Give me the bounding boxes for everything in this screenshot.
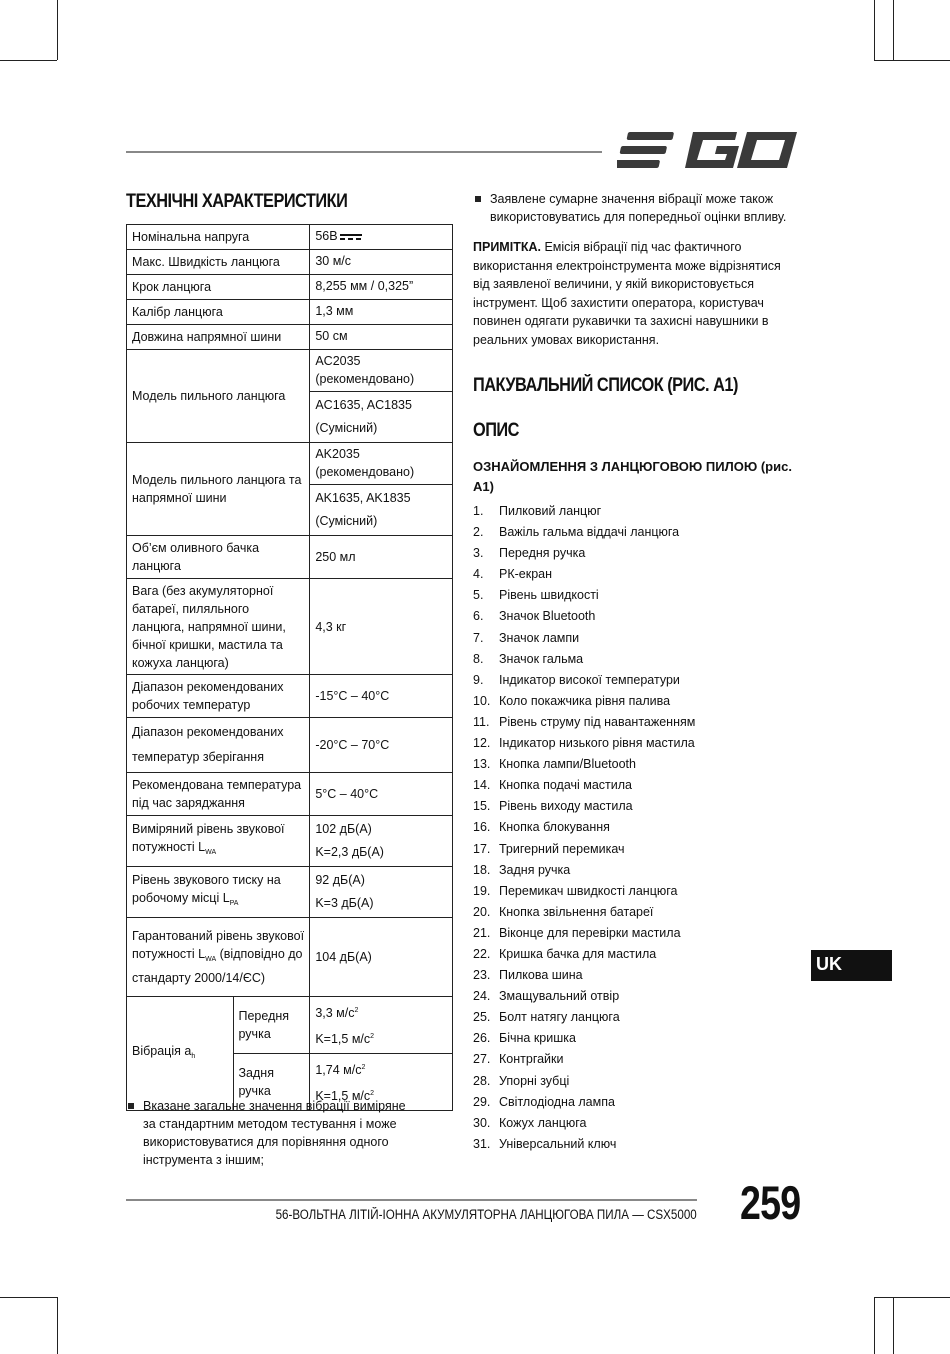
dc-current-icon: [340, 233, 362, 241]
spec-value: AC2035 (рекомендовано): [310, 350, 453, 392]
spec-value: 250 мл: [310, 536, 453, 579]
list-item-number: 19.: [473, 883, 491, 898]
spec-value: 50 см: [310, 325, 453, 350]
page-number: 259: [740, 1176, 801, 1229]
list-item-label: Рівень струму під навантаженням: [499, 714, 696, 729]
list-item-number: 7.: [473, 630, 484, 645]
list-item-label: Рівень виходу мастила: [499, 799, 633, 814]
spec-label: Рівень звукового тиску на робочому місці $L_{PA}$: [127, 867, 310, 918]
list-item-label: Кришка бачка для мастила: [499, 946, 657, 961]
spec-value: 3,3 $м/с^2$ K=1,5 $м/с^2$: [310, 997, 453, 1054]
spec-label: Діапазон рекомендованих робочих температур: [127, 675, 310, 718]
spec-label: Виміряний рівень звукової потужності $L_{WA}$: [127, 816, 310, 867]
spec-sublabel: Задня ручка: [233, 1054, 310, 1111]
table-row: [127, 816, 453, 867]
table-row: [127, 867, 453, 918]
list-item-number: 13.: [473, 757, 491, 772]
list-item-number: 15.: [473, 799, 491, 814]
table-row: [127, 300, 453, 325]
spec-value: 1,74 $м/с^2$ K=1,5 $м/с^2$: [310, 1054, 453, 1111]
table-row: [127, 275, 453, 300]
list-item-label: Тригерний перемикач: [499, 841, 625, 856]
spec-value: -15°C – 40°C: [310, 675, 453, 718]
table-row: [127, 350, 453, 392]
list-item-label: Перемикач швидкості ланцюга: [499, 883, 678, 898]
note-paragraph: [473, 238, 793, 349]
spec-value: 102 дБ(A) K=2,3 дБ(A): [310, 816, 453, 867]
crop-mark: [0, 60, 57, 61]
list-item-number: 30.: [473, 1115, 491, 1130]
spec-label: Діапазон рекомендованих температур зберігання: [127, 718, 310, 773]
table-row: [127, 443, 453, 485]
list-item-number: 8.: [473, 651, 484, 666]
list-item-label: Кнопка блокування: [499, 820, 610, 835]
list-item-number: 27.: [473, 1052, 491, 1067]
list-item-label: Контргайки: [499, 1052, 564, 1067]
spec-label: Об’єм оливного бачка ланцюга: [127, 536, 310, 579]
list-item-label: Значок лампи: [499, 630, 580, 645]
list-item-label: Світлодіодна лампа: [499, 1094, 615, 1109]
list-item-label: Індикатор низького рівня мастила: [499, 736, 695, 751]
list-item-label: Задня ручка: [499, 862, 571, 877]
spec-value: 8,255 мм / 0,325”: [310, 275, 453, 300]
crop-mark: [874, 1297, 875, 1354]
list-item-number: 10.: [473, 693, 491, 708]
spec-value: AK2035 (рекомендовано): [310, 443, 453, 485]
list-item-label: Рівень швидкості: [499, 588, 599, 603]
table-row: [127, 718, 453, 773]
spec-value: 5°C – 40°C: [310, 773, 453, 816]
spec-label: Калібр ланцюга: [127, 300, 310, 325]
list-item-number: 31.: [473, 1136, 491, 1151]
spec-value: 30 м/с: [310, 250, 453, 275]
spec-label: Номінальна напруга: [127, 225, 310, 250]
footer-title: 56-ВОЛЬТНА ЛІТІЙ-ІОННА АКУМУЛЯТОРНА ЛАНЦЮГОВА ПИЛА — CSX5000: [275, 1207, 697, 1222]
bullet-square-icon: [128, 1103, 134, 1109]
list-item-label: Універсальний ключ: [499, 1136, 617, 1151]
list-item-number: 25.: [473, 1010, 491, 1025]
spec-value: 56B: [310, 225, 453, 250]
list-item-number: 17.: [473, 841, 491, 856]
table-row: [127, 579, 453, 675]
list-item-label: Значок гальма: [499, 651, 584, 666]
list-item-number: 4.: [473, 567, 484, 582]
note-label: ПРИМІТКА.: [473, 240, 541, 254]
list-item-label: Бічна кришка: [499, 1031, 576, 1046]
spec-value: AC1635, AC1835 (Сумісний): [310, 392, 453, 443]
description-title: ОПИС: [473, 420, 519, 441]
list-item-number: 12.: [473, 736, 491, 751]
spec-title: ТЕХНІЧНІ ХАРАКТЕРИСТИКИ: [126, 191, 348, 212]
spec-label: Модель пильного ланцюга та напрямної шини: [127, 443, 310, 536]
list-item-number: 16.: [473, 820, 491, 835]
spec-value: 4,3 кг: [310, 579, 453, 675]
list-item-label: Пилковий ланцюг: [499, 504, 602, 518]
list-item-number: 29.: [473, 1094, 491, 1109]
list-item-number: 1.: [473, 504, 484, 518]
list-item-number: 26.: [473, 1031, 491, 1046]
list-item-label: Важіль гальма віддачі ланцюга: [499, 525, 680, 540]
spec-label: Гарантований рівень звукової потужності $L_{WA}$ (відповідно до стандарту 2000/14/ЄС): [127, 918, 310, 997]
language-tab-label: UK: [816, 954, 842, 974]
list-item-number: 14.: [473, 778, 491, 793]
intro-heading: ОЗНАЙОМЛЕННЯ З ЛАНЦЮГОВОЮ ПИЛОЮ (рис. A1): [473, 459, 792, 494]
list-item-label: РК-екран: [499, 567, 553, 582]
spec-table: [126, 224, 453, 1111]
list-item-label: Кнопка подачі мастила: [499, 778, 633, 793]
spec-label: Довжина напрямної шини: [127, 325, 310, 350]
spec-label: Вібрація $a_h$: [127, 997, 234, 1111]
list-item-label: Значок Bluetooth: [499, 609, 596, 624]
crop-mark: [893, 0, 894, 60]
list-item-number: 23.: [473, 968, 491, 983]
spec-value: 92 дБ(A) K=3 дБ(A): [310, 867, 453, 918]
spec-label: Макс. Швидкість ланцюга: [127, 250, 310, 275]
list-item-number: 6.: [473, 609, 484, 624]
list-item-label: Віконце для перевірки мастила: [499, 925, 681, 940]
language-tab: [811, 950, 892, 981]
list-item-label: Індикатор високої температури: [499, 672, 680, 687]
spec-value: 104 дБ(A): [310, 918, 453, 997]
crop-mark: [874, 0, 875, 60]
list-item-number: 2.: [473, 525, 484, 540]
table-row: [127, 675, 453, 718]
spec-value: -20°C – 70°C: [310, 718, 453, 773]
table-row: [127, 325, 453, 350]
list-item-label: Болт натягу ланцюга: [499, 1010, 620, 1025]
spec-label: Модель пильного ланцюга: [127, 350, 310, 443]
list-item-label: Кожух ланцюга: [499, 1115, 587, 1130]
ego-logo: [617, 128, 799, 172]
list-item-label: Коло покажчика рівня палива: [499, 693, 671, 708]
list-item-number: 9.: [473, 672, 484, 687]
table-row: [127, 250, 453, 275]
note-text: Емісія вібрації під час фактичного використання електроінструмента може відрізнятися від заявленої величини, у якій використовується інструмент. Щоб захистити оператора, користувач повинен одягати рукавички та захисні навушники в реальних умовах використання.: [473, 240, 781, 347]
spec-sublabel: Передня ручка: [233, 997, 310, 1054]
crop-mark: [874, 60, 950, 61]
table-row: [127, 225, 453, 250]
spec-label: Рекомендована температура під час заряджання: [127, 773, 310, 816]
list-item-number: 3.: [473, 546, 484, 561]
list-item-number: 22.: [473, 946, 491, 961]
footer-rule: [126, 1199, 697, 1201]
list-item-number: 21.: [473, 925, 491, 940]
list-item-label: Передня ручка: [499, 546, 586, 561]
spec-label: Вага (без акумуляторної батареї, пиляльного ланцюга, напрямної шини, бічної кришки, мастила та кожуха ланцюга): [127, 579, 310, 675]
table-row: [127, 918, 453, 997]
header-rule: [126, 151, 602, 153]
table-row: [127, 536, 453, 579]
spec-label: Крок ланцюга: [127, 275, 310, 300]
list-item-label: Кнопка звільнення батареї: [499, 904, 654, 919]
packing-title: ПАКУВАЛЬНИЙ СПИСОК (РИС. A1): [473, 375, 738, 396]
crop-mark: [874, 1297, 950, 1298]
table-row: [127, 773, 453, 816]
table-row: [127, 997, 453, 1054]
list-item-label: Змащувальний отвір: [499, 989, 620, 1004]
list-item-number: 18.: [473, 862, 491, 877]
crop-mark: [0, 1297, 57, 1298]
list-item-number: 5.: [473, 588, 484, 603]
list-item-number: 11.: [473, 714, 490, 729]
crop-mark: [57, 1297, 58, 1354]
spec-value: 1,3 мм: [310, 300, 453, 325]
crop-mark: [57, 0, 58, 60]
list-item-label: Пилкова шина: [499, 968, 583, 983]
list-item-number: 28.: [473, 1073, 491, 1088]
bullet-square-icon: [475, 196, 481, 202]
list-item-number: 24.: [473, 989, 491, 1004]
spec-value: AK1635, AK1835 (Сумісний): [310, 485, 453, 536]
list-item-label: Кнопка лампи/Bluetooth: [499, 757, 636, 772]
list-item-number: 20.: [473, 904, 491, 919]
crop-mark: [893, 1297, 894, 1354]
list-item-label: Упорні зубці: [499, 1073, 570, 1088]
